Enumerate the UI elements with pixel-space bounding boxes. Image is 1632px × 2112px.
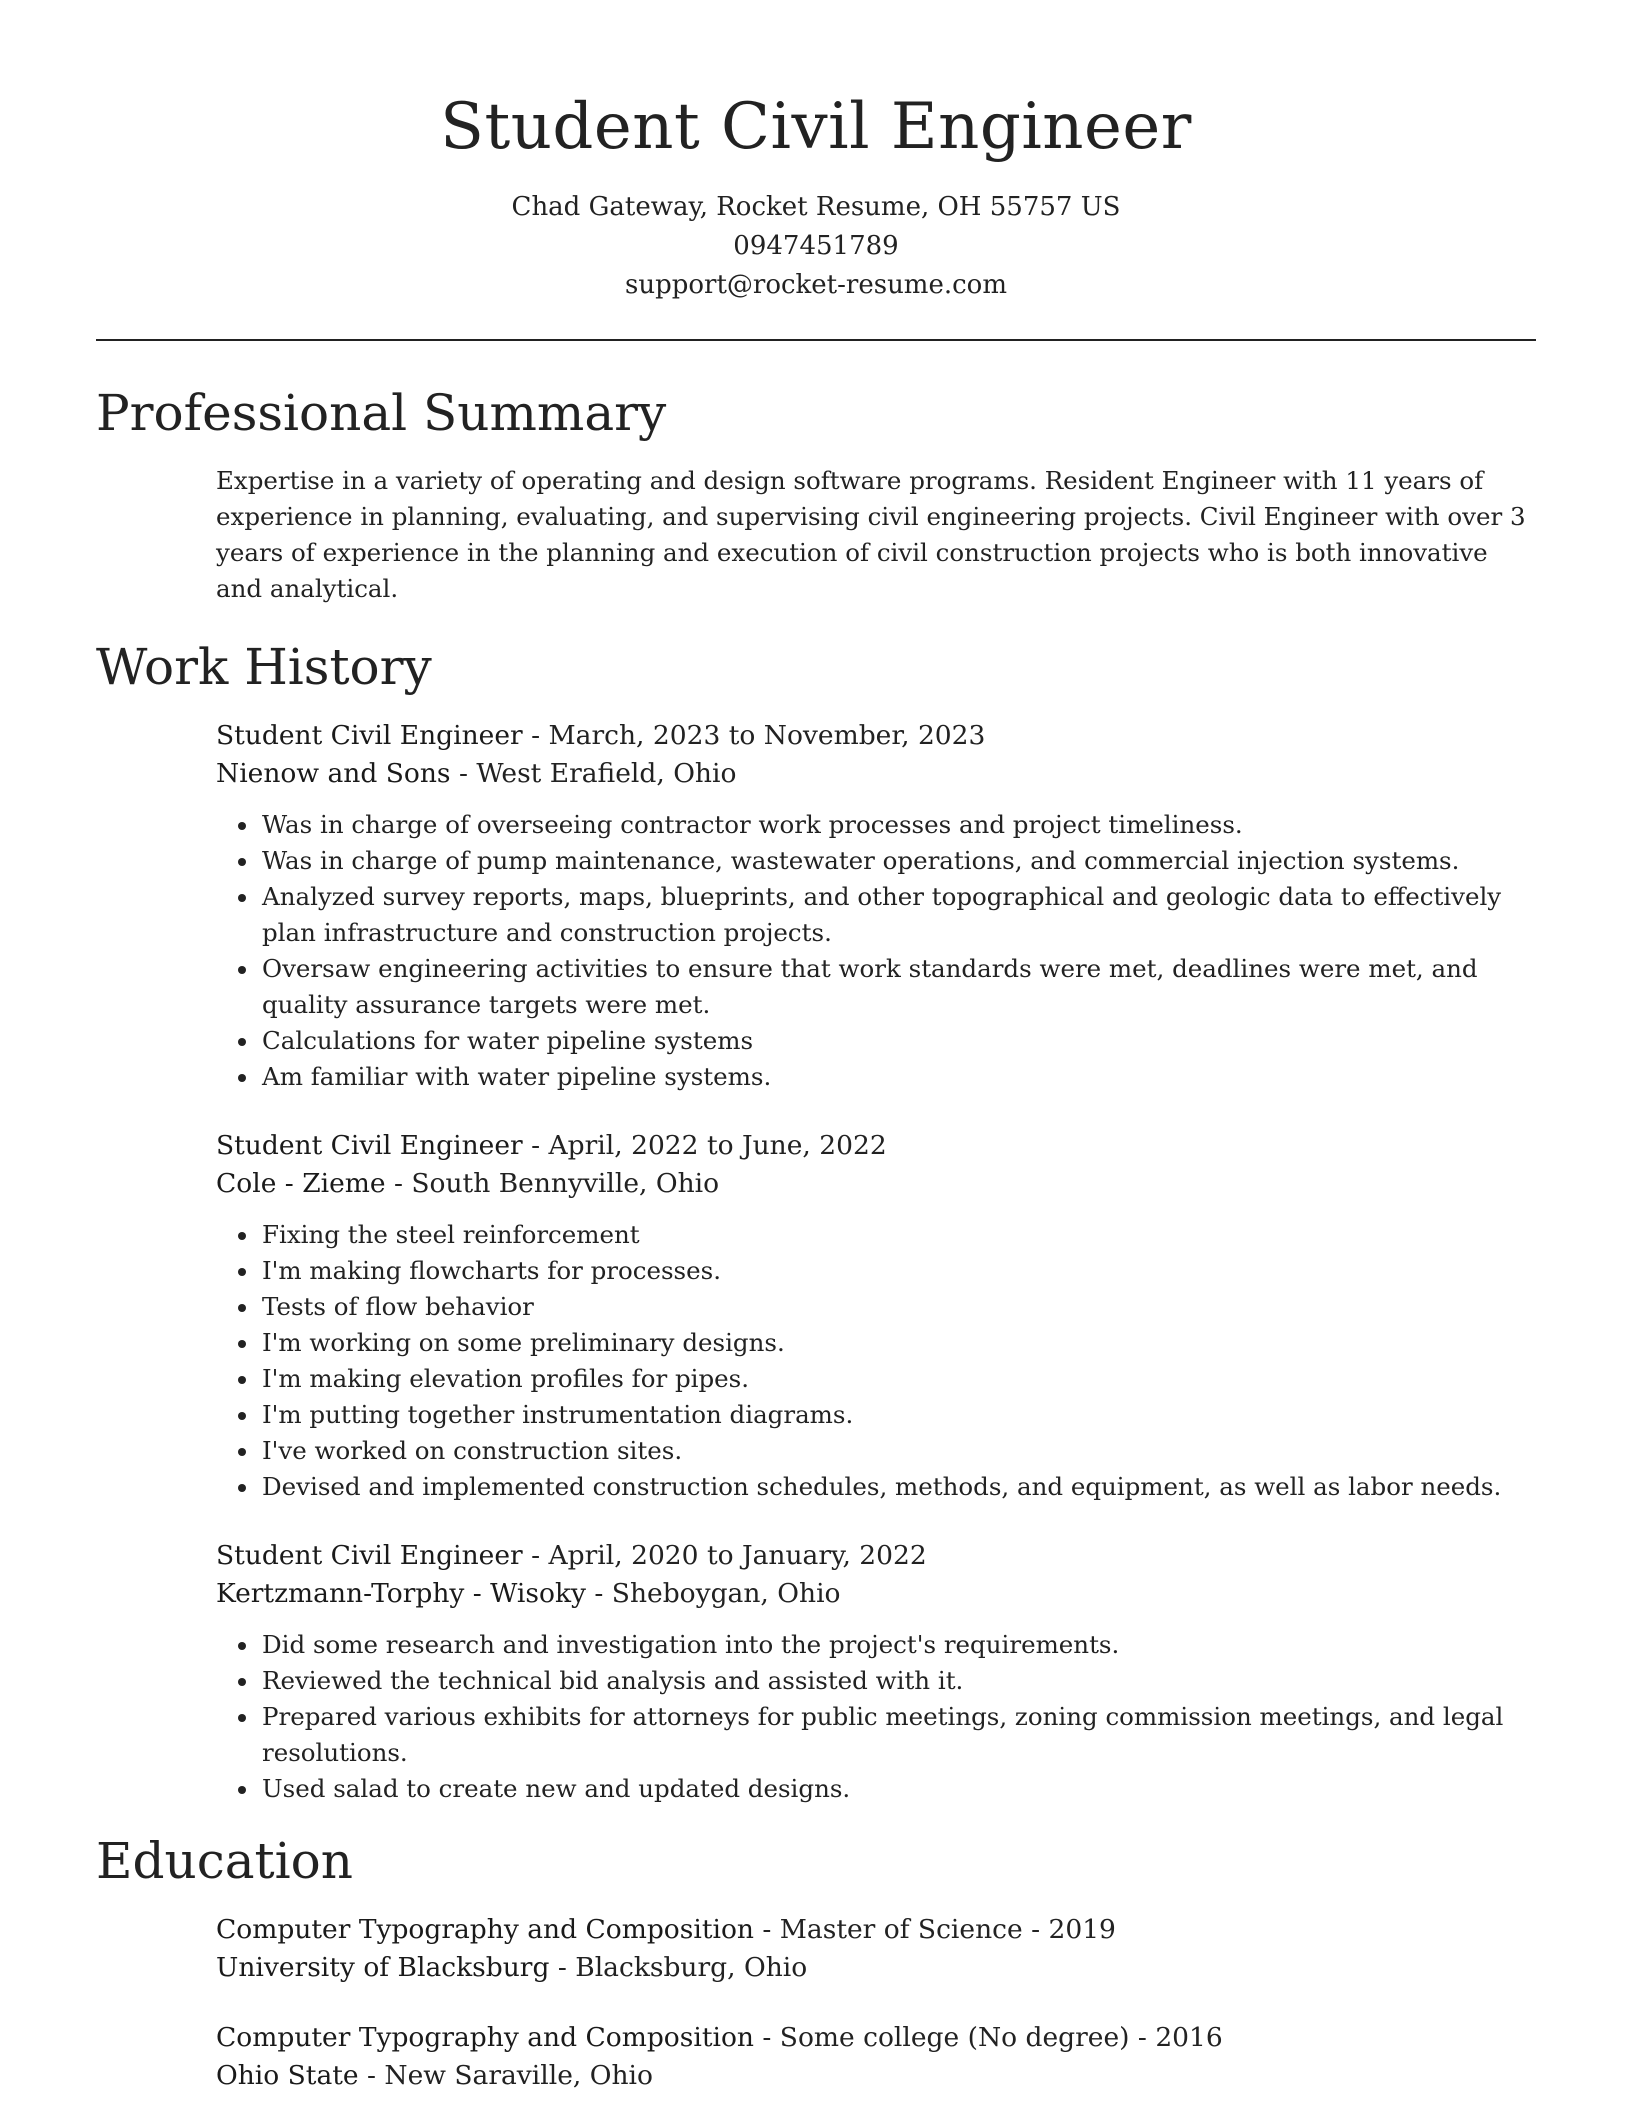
summary-title: Professional Summary [96, 384, 667, 442]
job-company: Kertzmann-Torphy - Wisoky [216, 1578, 586, 1609]
job-entry [216, 717, 1536, 1095]
job-bullets [216, 1627, 1536, 1807]
job-company: Cole - Zieme [216, 1168, 386, 1199]
job-dates: - March, 2023 to November, 2023 [522, 720, 986, 751]
education-degree-line [216, 1911, 1536, 1949]
education-title: Education [96, 1832, 353, 1890]
job-bullet: • Am familiar with water pipeline systems. [260, 1059, 1536, 1095]
education-entry [216, 1911, 1536, 1987]
education-degree: - Master of Science - 2019 [753, 1914, 1116, 1945]
education-school-line [216, 1949, 1536, 1987]
education-field: Computer Typography and Composition [216, 1914, 754, 1945]
job-company-line [216, 1575, 1536, 1613]
resume-page [96, 0, 1536, 2095]
summary-body [216, 463, 1536, 607]
job-location: - Sheboygan, Ohio [586, 1578, 841, 1609]
contact-phone: 0947451789 [733, 231, 899, 261]
job-title-line [216, 1537, 1536, 1575]
education-section [96, 1829, 1536, 2095]
job-bullet: • Used salad to create new and updated designs. [260, 1771, 1536, 1807]
education-field: Computer Typography and Composition [216, 2022, 754, 2053]
job-dates: - April, 2020 to January, 2022 [522, 1540, 927, 1571]
education-degree: - Some college (No degree) - 2016 [753, 2022, 1223, 2053]
job-role: Student Civil Engineer [216, 720, 523, 751]
job-location: - West Erafield, Ohio [450, 758, 737, 789]
work-entries [216, 717, 1536, 1807]
job-bullet: • Fixing the steel reinforcement [260, 1217, 1536, 1253]
job-bullet: • Analyzed survey reports, maps, blueprints, and other topographical and geologic data to effectively plan infrastructure and construction projects. [260, 879, 1536, 951]
education-location: - Blacksburg, Ohio [549, 1952, 808, 1983]
job-bullet: • Did some research and investigation into the project's requirements. [260, 1627, 1536, 1663]
job-bullet: • Was in charge of pump maintenance, wastewater operations, and commercial injection systems. [260, 843, 1536, 879]
contact-address: Chad Gateway, Rocket Resume, OH 55757 US [511, 192, 1121, 222]
work-title: Work History [96, 638, 432, 696]
education-entries [216, 1911, 1536, 2095]
summary-section [96, 381, 1536, 607]
job-bullet: • I'm working on some preliminary designs. [260, 1325, 1536, 1361]
education-degree-line [216, 2019, 1536, 2057]
job-entry [216, 1127, 1536, 1505]
job-location: - South Bennyville, Ohio [385, 1168, 720, 1199]
job-bullet: • Devised and implemented construction schedules, methods, and equipment, as well as labor needs. [260, 1469, 1536, 1505]
job-bullet: • Oversaw engineering activities to ensure that work standards were met, deadlines were met, and quality assurance targets were met. [260, 951, 1536, 1023]
job-bullets [216, 807, 1536, 1095]
job-bullet: • Reviewed the technical bid analysis and assisted with it. [260, 1663, 1536, 1699]
job-role: Student Civil Engineer [216, 1540, 523, 1571]
job-dates: - April, 2022 to June, 2022 [522, 1130, 887, 1161]
education-school: University of Blacksburg [216, 1952, 550, 1983]
job-bullet: • Calculations for water pipeline systems [260, 1023, 1536, 1059]
contact-email: support@rocket-resume.com [624, 270, 1007, 300]
job-entry [216, 1537, 1536, 1807]
job-bullets [216, 1217, 1536, 1505]
job-bullet: • I'm making elevation profiles for pipes. [260, 1361, 1536, 1397]
job-bullet: • I'm putting together instrumentation diagrams. [260, 1397, 1536, 1433]
job-bullet: • I'm making flowcharts for processes. [260, 1253, 1536, 1289]
job-role: Student Civil Engineer [216, 1130, 523, 1161]
job-bullet: • I've worked on construction sites. [260, 1433, 1536, 1469]
job-company-line [216, 1165, 1536, 1203]
summary-text: Expertise in a variety of operating and design software programs. Resident Engineer with 11 years of experience in planning, evaluating, and supervising civil engineering projects. Civil Engineer with over 3 years of experience in the planning and execution of civil construction projects who is both innovative and analytical. [216, 466, 1526, 603]
work-section [96, 635, 1536, 1807]
entry-spacer [216, 1095, 1536, 1127]
job-bullet: • Was in charge of overseeing contractor work processes and project timeliness. [260, 807, 1536, 843]
entry-spacer [216, 1987, 1536, 2019]
job-bullet: • Prepared various exhibits for attorneys for public meetings, zoning commission meetings, and legal resolutions. [260, 1699, 1536, 1771]
resume-name: Student Civil Engineer [440, 90, 1192, 164]
education-entry [216, 2019, 1536, 2095]
header-divider [96, 339, 1536, 341]
entry-spacer [216, 1505, 1536, 1537]
job-company: Nienow and Sons [216, 758, 451, 789]
job-bullet: • Tests of flow behavior [260, 1289, 1536, 1325]
education-location: - New Saraville, Ohio [358, 2060, 653, 2091]
education-school: Ohio State [216, 2060, 359, 2091]
job-title-line [216, 717, 1536, 755]
education-school-line [216, 2057, 1536, 2095]
contact-block [96, 188, 1536, 305]
job-company-line [216, 755, 1536, 793]
resume-header [96, 0, 1536, 305]
job-title-line [216, 1127, 1536, 1165]
